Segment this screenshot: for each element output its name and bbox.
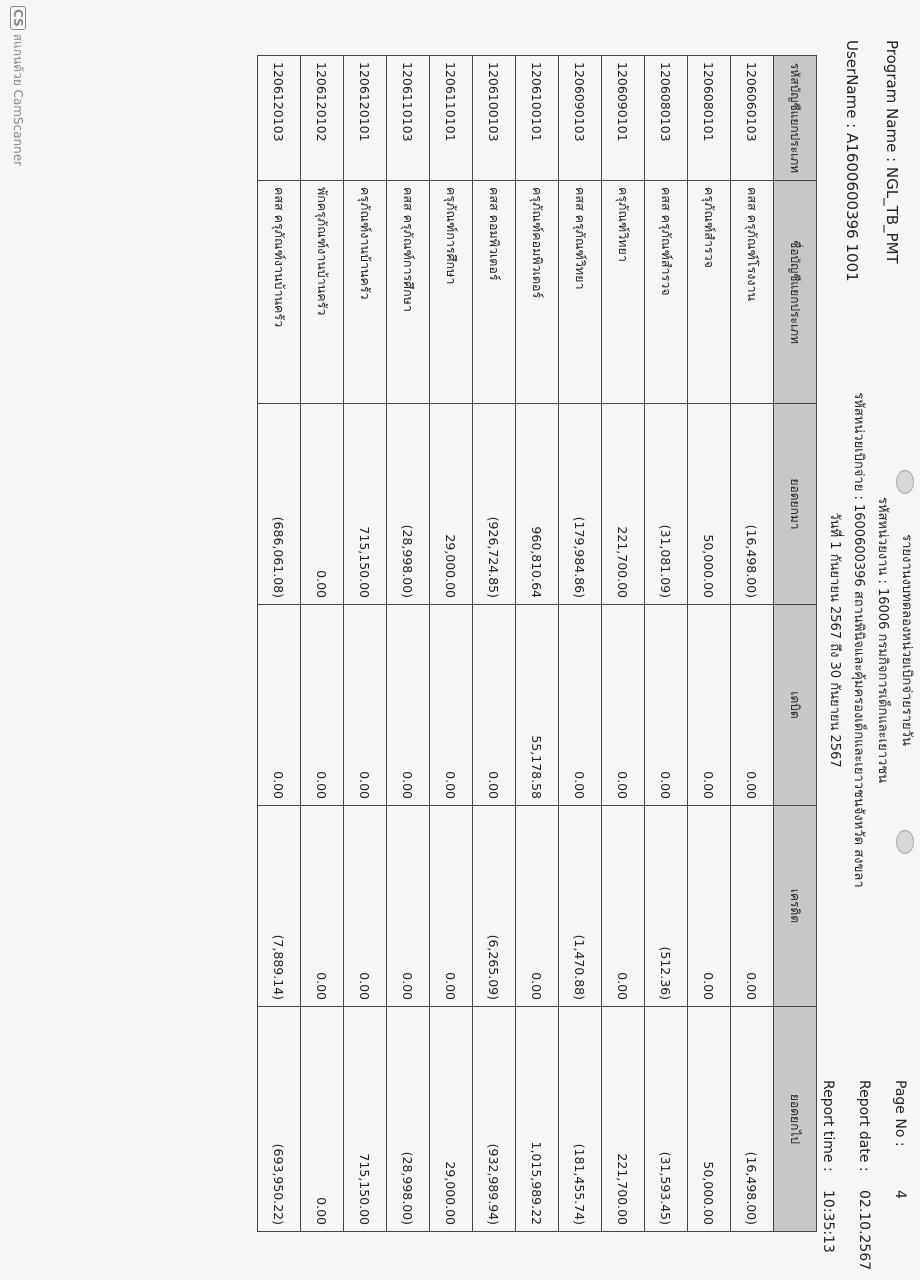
table-row [559,56,602,1232]
cell-closing-balance: (16,498.00) [731,1007,774,1232]
cell-opening-balance: 50,000.00 [688,404,731,605]
cell-opening-balance: (16,498.00) [731,404,774,605]
cell-account-code: 1206100101 [516,56,559,181]
table-row [387,56,430,1232]
cell-account-code: 1206110103 [387,56,430,181]
cell-closing-balance: 221,700.00 [602,1007,645,1232]
cell-account-name: คสส ครุภัณฑ์โรงงาน [731,181,774,404]
cell-account-code: 1206110101 [430,56,473,181]
report-date-label: Report date : [856,1080,872,1172]
cell-debit: 0.00 [430,605,473,806]
cell-debit: 0.00 [559,605,602,806]
report-period: วันที่ 1 กันยายน 2567 ถึง 30 กันยายน 2567 [827,512,842,768]
table-header-row [774,56,817,1232]
cell-account-code: 1206100103 [473,56,516,181]
disbursement-unit: รหัสหน่วยเบิกจ่าย : 1600600396 สถานพินิจและคุ้มครองเด็กและเยาวชนจังหวัด สงขลา [851,392,866,888]
cell-account-name: คสส ครุภัณฑ์งานบ้านครัว [258,181,301,404]
cell-closing-balance: 50,000.00 [688,1007,731,1232]
cell-account-code: 1206120102 [301,56,344,181]
header-right [810,1080,918,1280]
report-time-label: Report time : [820,1080,836,1172]
col-closing-balance: ยอดยกไป [774,1007,817,1232]
cell-account-code: 1206120103 [258,56,301,181]
report-time: 10:35:13 [820,1190,836,1253]
cell-debit: 0.00 [731,605,774,806]
cell-account-code: 1206080101 [688,56,731,181]
cell-account-name: คสส คอมพิวเตอร์ [473,181,516,404]
cell-opening-balance: (31,081.09) [645,404,688,605]
cell-account-name: ครุภัณฑ์สำรวจ [688,181,731,404]
cell-closing-balance: (181,455.74) [559,1007,602,1232]
cell-opening-balance: 221,700.00 [602,404,645,605]
cell-credit: (512.36) [645,806,688,1007]
cell-opening-balance: (926,724.85) [473,404,516,605]
cell-account-code: 1206090103 [559,56,602,181]
cell-closing-balance: (693,950.22) [258,1007,301,1232]
cell-opening-balance: 29,000.00 [430,404,473,605]
cell-opening-balance: 0.00 [301,404,344,605]
cell-debit: 0.00 [344,605,387,806]
cell-closing-balance: (932,989.94) [473,1007,516,1232]
cell-debit: 55,178.58 [516,605,559,806]
cell-credit: 0.00 [430,806,473,1007]
cell-credit: 0.00 [731,806,774,1007]
cell-debit: 0.00 [688,605,731,806]
cell-account-name: ครุภัณฑ์วิทยา [602,181,645,404]
col-debit: เดบิต [774,605,817,806]
table-row [473,56,516,1232]
cell-credit: (1,470.88) [559,806,602,1007]
cell-opening-balance: (179,984.86) [559,404,602,605]
cell-closing-balance: 0.00 [301,1007,344,1232]
cell-credit: 0.00 [387,806,430,1007]
cell-debit: 0.00 [645,605,688,806]
table-row [258,56,301,1232]
cell-account-code: 1206060103 [731,56,774,181]
cell-credit: (7,889.14) [258,806,301,1007]
cell-credit: 0.00 [301,806,344,1007]
report-date: 02.10.2567 [856,1190,872,1271]
table-row [602,56,645,1232]
cell-debit: 0.00 [602,605,645,806]
report-title: รายงานงบทดลองหน่วยเบิกจ่ายรายวัน [899,534,914,746]
table-row [430,56,473,1232]
col-account-name: ชื่อบัญชีแยกประเภท [774,181,817,404]
cell-account-name: ครุภัณฑ์คอมพิวเตอร์ [516,181,559,404]
cell-account-name: คสส ครุภัณฑ์สำรวจ [645,181,688,404]
cell-opening-balance: 715,150.00 [344,404,387,605]
cell-closing-balance: 29,000.00 [430,1007,473,1232]
col-opening-balance: ยอดยกมา [774,404,817,605]
cell-debit: 0.00 [387,605,430,806]
username: UserName : A1600600396 1001 [843,40,861,282]
cell-account-code: 1206090101 [602,56,645,181]
page-no-label: Page No : [892,1080,908,1147]
cell-account-name: พักครุภัณฑ์งานบ้านครัว [301,181,344,404]
cell-account-code: 1206120101 [344,56,387,181]
cell-account-name: ครุภัณฑ์งานบ้านครัว [344,181,387,404]
table-row [645,56,688,1232]
cell-credit: (6,265.09) [473,806,516,1007]
table-row [731,56,774,1232]
agency-code: รหัสหน่วยงาน : 16006 กรมกิจการเด็กและเยาวชน [875,496,890,784]
table-row [516,56,559,1232]
table-row [301,56,344,1232]
cell-account-name: คสส ครุภัณฑ์วิทยา [559,181,602,404]
camscanner-watermark [8,6,27,166]
cell-debit: 0.00 [258,605,301,806]
cell-closing-balance: (28,998.00) [387,1007,430,1232]
col-credit: เครดิต [774,806,817,1007]
table-row [688,56,731,1232]
cell-closing-balance: 1,015,989.22 [516,1007,559,1232]
cell-account-name: ครุภัณฑ์การศึกษา [430,181,473,404]
camscanner-logo: CS [10,6,26,30]
cell-account-code: 1206080103 [645,56,688,181]
trial-balance-table [257,55,817,1232]
col-account-code: รหัสบัญชีแยกประเภท [774,56,817,181]
cell-credit: 0.00 [602,806,645,1007]
page-no: 4 [892,1190,908,1199]
cell-debit: 0.00 [473,605,516,806]
cell-opening-balance: (686,061.08) [258,404,301,605]
program-name: Program Name : NGL_TB_PMT [883,40,901,264]
cell-debit: 0.00 [301,605,344,806]
cell-opening-balance: 960,810.64 [516,404,559,605]
cell-closing-balance: (31,593.45) [645,1007,688,1232]
cell-credit: 0.00 [688,806,731,1007]
table-row [344,56,387,1232]
cell-closing-balance: 715,150.00 [344,1007,387,1232]
cell-credit: 0.00 [516,806,559,1007]
header-center [822,330,918,950]
watermark-text: สแกนด้วย CamScanner [11,33,25,167]
cell-credit: 0.00 [344,806,387,1007]
cell-account-name: คสส ครุภัณฑ์การศึกษา [387,181,430,404]
cell-opening-balance: (28,998.00) [387,404,430,605]
